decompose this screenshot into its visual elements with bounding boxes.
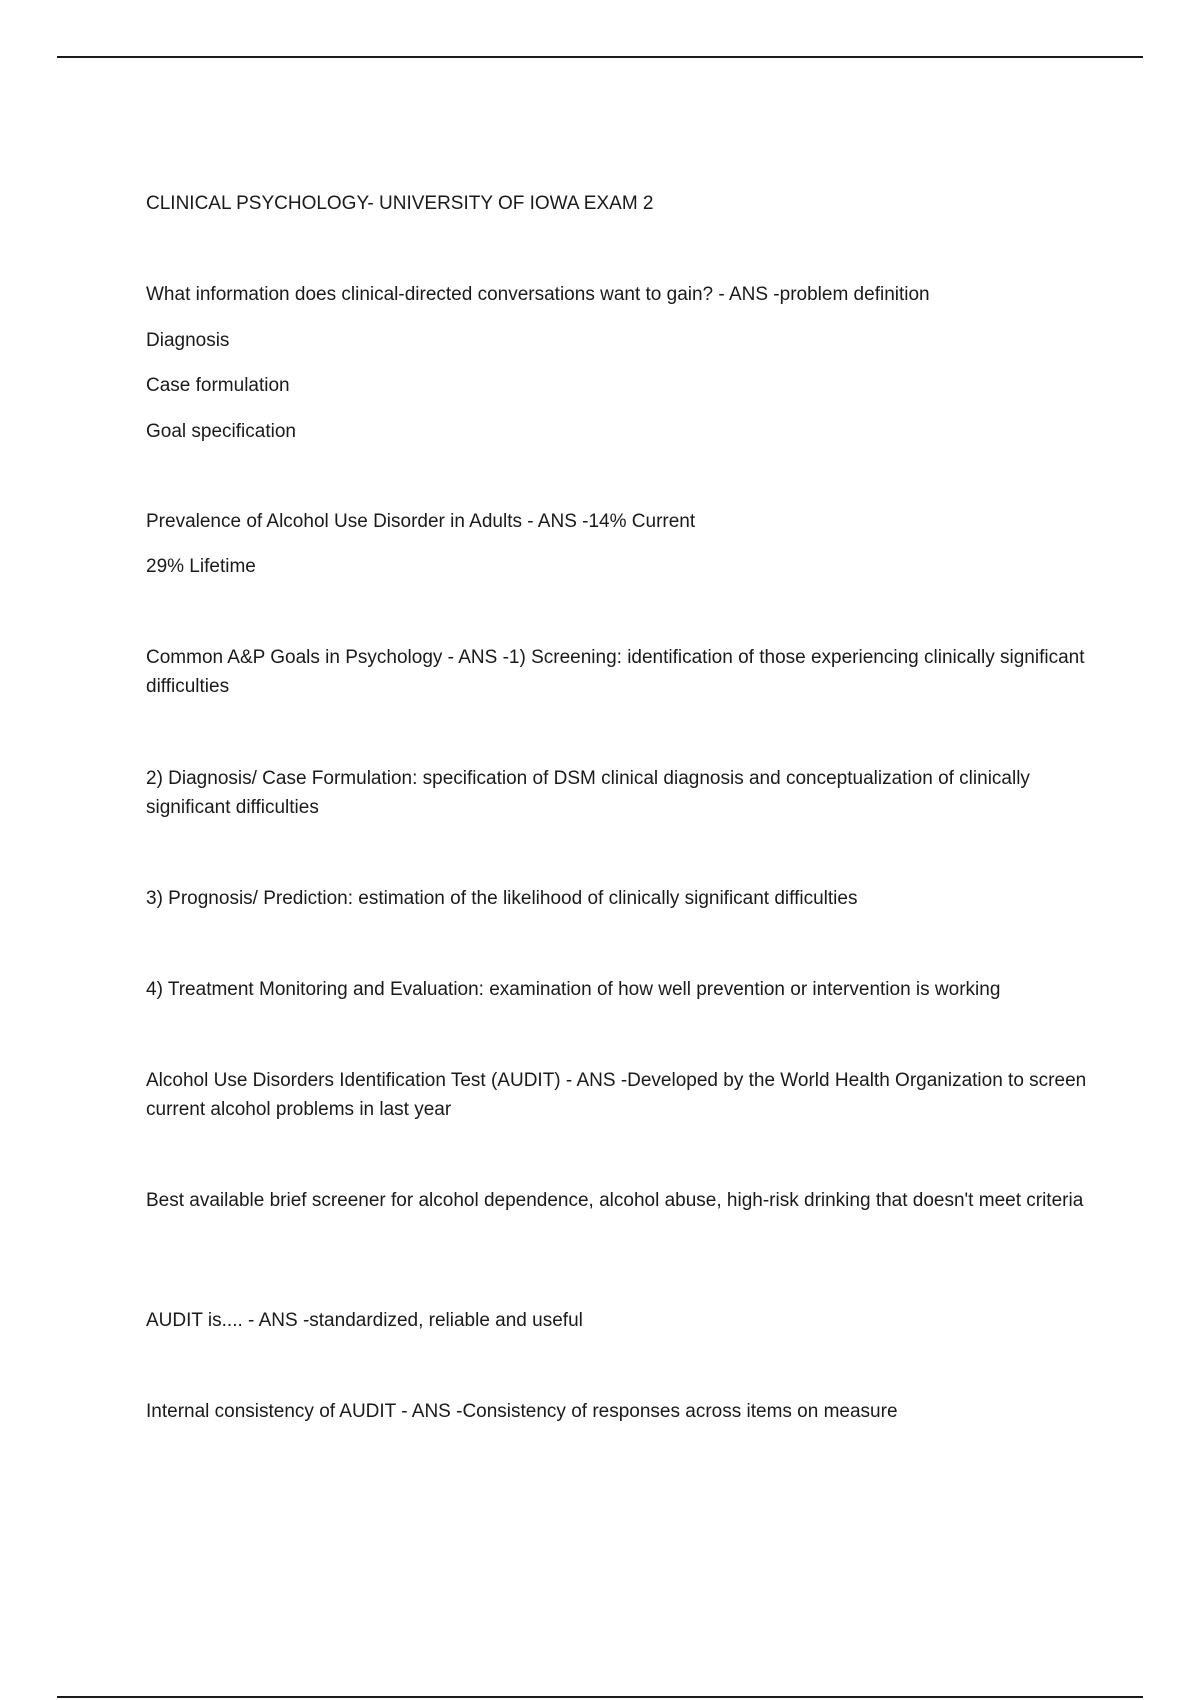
answer-line: Goal specification [146, 421, 296, 442]
answer-paragraph: Best available brief screener for alcohol dependence, alcohol abuse, high-risk drinking that doesn't meet criteria [146, 1190, 1084, 1211]
answer-line: Diagnosis [146, 330, 230, 351]
question-paragraph: Common A&P Goals in Psychology - ANS -1) Screening: identification of those experiencing clinically significant difficulties [146, 647, 1085, 697]
header-rule [57, 56, 1143, 58]
answer-paragraph: 2) Diagnosis/ Case Formulation: specification of DSM clinical diagnosis and conceptualization of clinically significant difficulties [146, 768, 1030, 818]
answer-line: Case formulation [146, 375, 290, 396]
answer-line: 4) Treatment Monitoring and Evaluation: examination of how well prevention or intervention is working [146, 979, 1001, 1000]
document-title: CLINICAL PSYCHOLOGY- UNIVERSITY OF IOWA EXAM 2 [146, 193, 654, 214]
question-line: Prevalence of Alcohol Use Disorder in Adults - ANS -14% Current [146, 511, 696, 532]
question-paragraph: Alcohol Use Disorders Identification Test (AUDIT) - ANS -Developed by the World Health Organization to screen current alcohol problems in last year [146, 1070, 1087, 1120]
question-line: What information does clinical-directed conversations want to gain? - ANS -problem definition [146, 284, 930, 305]
footer-rule [57, 1696, 1143, 1698]
question-line: Internal consistency of AUDIT - ANS -Consistency of responses across items on measure [146, 1401, 898, 1422]
question-line: AUDIT is.... - ANS -standardized, reliable and useful [146, 1310, 583, 1331]
answer-line: 29% Lifetime [146, 556, 256, 577]
answer-line: 3) Prognosis/ Prediction: estimation of the likelihood of clinically significant difficulties [146, 888, 858, 909]
